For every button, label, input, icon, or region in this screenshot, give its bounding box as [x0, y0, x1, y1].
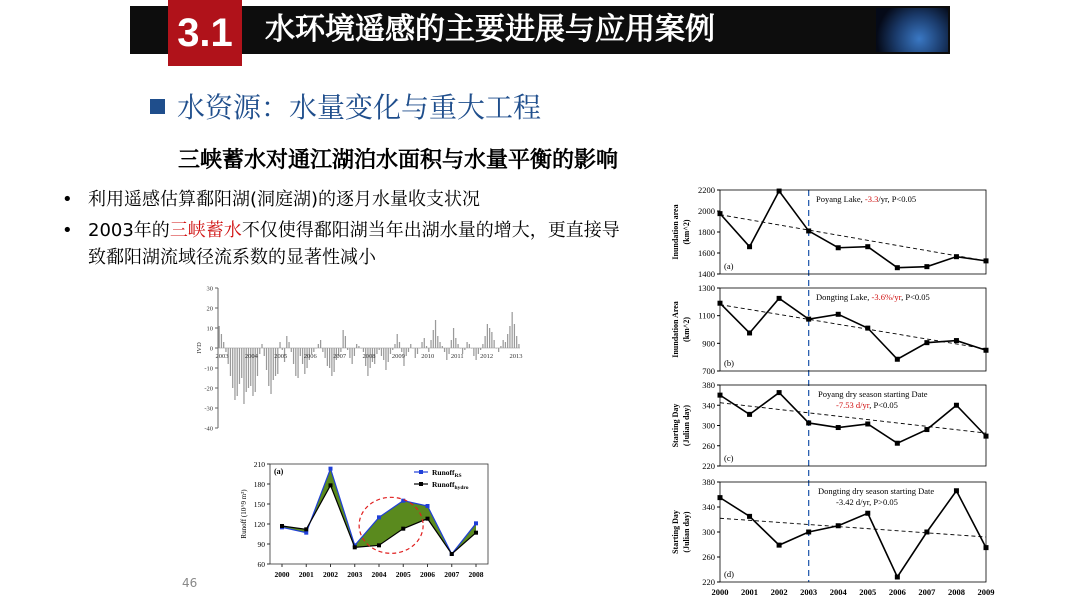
ivd-bar [324, 348, 325, 358]
x-tick-label: 2008 [947, 587, 965, 597]
ivd-bar [349, 348, 350, 358]
series-point [280, 524, 284, 528]
y-tick-label: 10 [206, 325, 213, 333]
ivd-bar [356, 344, 357, 348]
trend-line [720, 215, 986, 261]
panel-title: Poyang dry season starting Date [818, 389, 928, 399]
panel-title: Dongting Lake, -3.6%/yr, P<0.05 [816, 292, 930, 302]
ivd-bar [327, 348, 328, 366]
series-point [777, 390, 782, 395]
ivd-bar [494, 340, 495, 348]
ivd-bar [446, 348, 447, 360]
series-point [836, 312, 841, 317]
ivd-bar [498, 348, 499, 352]
series-point [474, 521, 478, 525]
panel-label: (a) [724, 261, 734, 271]
series-point [377, 515, 381, 519]
x-tick-label: 2005 [274, 353, 288, 360]
ivd-bar [401, 348, 402, 352]
ivd-bar [457, 344, 458, 348]
y-axis-label-unit: (km^2) [682, 219, 691, 245]
ivd-bar [282, 348, 283, 350]
x-tick-label: 2003 [800, 587, 818, 597]
y-tick-label: -20 [204, 385, 213, 393]
series-point [450, 552, 454, 556]
ivd-bar [268, 348, 269, 386]
y-tick-label: 2200 [698, 185, 715, 195]
planet-image [876, 8, 948, 52]
ivd-bar [424, 338, 425, 348]
ivd-bar [379, 348, 380, 350]
series-point [924, 264, 929, 269]
series-point [954, 488, 959, 493]
ivd-bar [340, 348, 341, 352]
y-axis-label: IVD [196, 342, 203, 354]
ivd-bar [487, 324, 488, 348]
y-tick-label: 2000 [698, 206, 715, 216]
series-point [806, 228, 811, 233]
y-axis-label-unit: (Julian day) [682, 511, 691, 553]
ivd-bar [491, 332, 492, 348]
y-tick-label: 90 [257, 540, 265, 549]
ivd-bar [419, 348, 420, 349]
ivd-bar [442, 346, 443, 348]
x-tick-label: 2000 [711, 587, 729, 597]
y-tick-label: 210 [253, 460, 265, 469]
ivd-bar [288, 342, 289, 348]
series-point [777, 296, 782, 301]
ivd-bar [466, 342, 467, 348]
ivd-bar [239, 348, 240, 384]
ivd-bar [388, 348, 389, 362]
x-tick-label: 2006 [303, 353, 317, 360]
series-point [954, 254, 959, 259]
y-tick-label: 1600 [698, 248, 715, 258]
ivd-bar [439, 342, 440, 348]
bullet-text-2-pre: 2003年的 [88, 220, 170, 241]
ivd-bar [385, 348, 386, 370]
y-tick-label: 340 [702, 400, 715, 411]
ivd-bar [469, 344, 470, 348]
lake-timeseries-charts [668, 182, 998, 602]
panel-label: (d) [724, 569, 734, 579]
ivd-bar [315, 348, 316, 349]
series-point [777, 543, 782, 548]
y-axis-label-unit: (Julian day) [682, 404, 691, 447]
series-point [353, 545, 357, 549]
ivd-bar [471, 348, 472, 349]
y-axis-label: Inundation Area [671, 301, 680, 358]
panel-subtitle: -3.42 d/yr, P>0.05 [836, 497, 898, 507]
ivd-bar [329, 348, 330, 368]
x-tick-label: 2003 [347, 570, 363, 579]
panel-subtitle: -7.53 d/yr, P<0.05 [836, 400, 898, 410]
series-point [984, 258, 989, 263]
ivd-bar [232, 348, 233, 388]
ivd-bar [460, 348, 461, 349]
ivd-bar [455, 338, 456, 348]
ivd-bar [473, 348, 474, 356]
ivd-bar [261, 344, 262, 348]
ivd-bar [225, 348, 226, 352]
ivd-bar [234, 348, 235, 400]
ivd-bar [313, 348, 314, 352]
series-point [304, 527, 308, 531]
ivd-bar [482, 344, 483, 348]
ivd-bar [322, 348, 323, 352]
series-point [984, 434, 989, 439]
x-tick-label: 2005 [859, 587, 877, 597]
ivd-bar [361, 348, 362, 349]
ivd-bar [421, 342, 422, 348]
x-tick-label: 2009 [977, 587, 995, 597]
y-tick-label: 30 [206, 285, 213, 293]
ivd-bar [345, 336, 346, 348]
ivd-bar [304, 348, 305, 374]
ivd-bar [219, 326, 220, 348]
series-point [865, 244, 870, 249]
series-point [401, 527, 405, 531]
y-tick-label: 380 [702, 477, 715, 487]
y-tick-label: 700 [702, 366, 715, 376]
ivd-bar [399, 342, 400, 348]
ivd-bar [397, 334, 398, 348]
series-point [836, 425, 841, 430]
panel-title: Dongting dry season starting Date [818, 486, 935, 496]
legend-marker [419, 470, 423, 474]
series-point [895, 575, 900, 580]
y-axis-label: Starting Day [671, 510, 680, 554]
ivd-bar [230, 348, 231, 376]
ivd-bar [264, 348, 265, 356]
page-number: 46 [182, 576, 198, 590]
series-point [806, 530, 811, 535]
y-axis-label: Starting Day [671, 403, 680, 448]
series-point [329, 467, 333, 471]
x-tick-label: 2013 [509, 353, 523, 360]
x-tick-label: 2003 [215, 353, 229, 360]
ivd-bar [500, 346, 501, 348]
series-point [924, 427, 929, 432]
ivd-bar [464, 348, 465, 350]
series-point [747, 514, 752, 519]
runoff-area-chart [236, 458, 496, 582]
ivd-bar [514, 324, 515, 348]
ivd-bar [270, 348, 271, 394]
square-bullet-icon [150, 99, 165, 114]
y-axis-label: Runoff (10^9 m³) [240, 489, 248, 539]
y-tick-label: 380 [702, 380, 715, 390]
series-point [924, 530, 929, 535]
series-point [806, 317, 811, 322]
series-point [401, 499, 405, 503]
ivd-bar [279, 342, 280, 348]
ivd-bar [417, 348, 418, 354]
x-tick-label: 2009 [391, 353, 405, 360]
y-tick-label: 900 [702, 338, 715, 349]
trend-line [720, 305, 986, 349]
ivd-bar [376, 348, 377, 354]
y-tick-label: 120 [253, 520, 265, 529]
ivd-bar [291, 348, 292, 352]
bullet-item [62, 186, 622, 213]
y-tick-label: 60 [257, 560, 265, 569]
series-point [836, 523, 841, 528]
ivd-bar [347, 348, 348, 350]
panel-label: (b) [724, 358, 734, 368]
ivd-bar [509, 326, 510, 348]
bullet-text-2-post: 不仅使得鄱阳湖当年出湖水量的增大，更直接导致鄱阳湖流域径流系数的显著性减小 [88, 220, 620, 268]
ivd-bar [221, 334, 222, 348]
series-point [747, 244, 752, 249]
ivd-bar [390, 348, 391, 354]
x-tick-label: 2004 [244, 353, 258, 360]
ivd-bar [237, 348, 238, 396]
ivd-bar [363, 348, 364, 352]
y-tick-label: 1400 [698, 269, 715, 279]
series-point [718, 495, 723, 500]
x-tick-label: 2008 [468, 570, 484, 579]
series-point [984, 545, 989, 550]
x-tick-label: 2012 [480, 353, 494, 360]
ivd-bar [358, 346, 359, 348]
x-tick-label: 2007 [444, 570, 460, 579]
series-point [806, 420, 811, 425]
ivd-bar [485, 336, 486, 348]
series-point [895, 357, 900, 362]
series-point [329, 483, 333, 487]
ivd-bar [503, 340, 504, 348]
ivd-bar [444, 348, 445, 352]
ivd-bar [453, 328, 454, 348]
ivd-bar [318, 344, 319, 348]
panel-label: (a) [274, 467, 284, 476]
ivd-bar [295, 348, 296, 376]
ivd-bar [392, 348, 393, 350]
x-tick-label: 2007 [918, 587, 936, 597]
x-tick-label: 2001 [741, 587, 759, 597]
ivd-bar [300, 348, 301, 356]
series-point [865, 326, 870, 331]
y-axis-label: Inundation area [671, 204, 680, 260]
bullet-list [62, 186, 622, 275]
ivd-bar [381, 348, 382, 356]
ivd-bar [320, 340, 321, 348]
y-tick-label: 340 [702, 502, 715, 512]
ivd-bar [352, 348, 353, 364]
series-point [718, 211, 723, 216]
x-tick-label: 2004 [829, 587, 847, 597]
y-tick-label: 1300 [698, 283, 715, 293]
series-point [377, 543, 381, 547]
main-title: 三峡蓄水对通江湖泊水面积与水量平衡的影响 [178, 148, 619, 173]
ivd-bar [354, 348, 355, 356]
y-tick-label: 1100 [698, 310, 715, 321]
series-point [747, 412, 752, 417]
y-tick-label: 220 [702, 577, 715, 587]
y-tick-label: 300 [702, 527, 715, 537]
ivd-bar [433, 330, 434, 348]
ivd-bar [451, 340, 452, 348]
ivd-bar [241, 348, 242, 378]
x-tick-label: 2011 [450, 353, 464, 360]
ivd-bar [448, 348, 449, 354]
ivd-bar [415, 348, 416, 358]
ivd-bar [518, 344, 519, 348]
ivd-bar [223, 342, 224, 348]
x-tick-label: 2006 [888, 587, 906, 597]
ivd-bar [412, 348, 413, 349]
legend-label: Runoff$_{hydro}$ [432, 480, 469, 491]
y-axis-label-unit: (km^2) [682, 316, 691, 343]
series-point [777, 189, 782, 194]
legend-marker [419, 482, 423, 486]
ivd-bar [293, 348, 294, 364]
ivd-bar [435, 320, 436, 348]
ivd-bar-chart [188, 282, 528, 434]
x-tick-label: 2007 [333, 353, 347, 360]
ivd-bar [505, 342, 506, 348]
ivd-bar [410, 344, 411, 348]
ivd-bar [430, 340, 431, 348]
ivd-bar [489, 328, 490, 348]
section-number: 3.1 [168, 0, 242, 66]
x-tick-label: 2008 [362, 353, 376, 360]
series-point [747, 330, 752, 335]
series-line [720, 298, 986, 359]
bullet-text-1: 利用遥感估算鄱阳湖(洞庭湖)的逐月水量收支状况 [88, 189, 481, 210]
series-point [718, 301, 723, 306]
series-point [474, 531, 478, 535]
ivd-bar [426, 346, 427, 348]
y-tick-label: 1800 [698, 227, 715, 237]
ivd-bar [343, 330, 344, 348]
subheading [150, 86, 541, 126]
y-tick-label: 300 [702, 420, 715, 431]
x-tick-label: 2005 [395, 570, 411, 579]
ivd-bar [394, 344, 395, 348]
ivd-bar [406, 348, 407, 356]
legend-label: Runoff$_{RS}$ [432, 468, 462, 479]
ivd-bar [428, 348, 429, 352]
y-tick-label: 260 [702, 552, 715, 562]
x-tick-label: 2004 [371, 570, 387, 579]
series-point [718, 393, 723, 398]
y-tick-label: 220 [702, 461, 715, 471]
series-point [954, 338, 959, 343]
ivd-bar [408, 348, 409, 352]
y-tick-label: -40 [204, 425, 213, 433]
series-point [895, 441, 900, 446]
series-point [924, 340, 929, 345]
series-point [865, 421, 870, 426]
series-point [895, 265, 900, 270]
bullet-highlight: 三峡蓄水 [169, 220, 242, 241]
x-tick-label: 2006 [420, 570, 435, 579]
ivd-bar [437, 336, 438, 348]
y-tick-label: 150 [253, 500, 265, 509]
series-point [426, 517, 430, 521]
ivd-bar [277, 348, 278, 374]
ivd-bar [286, 336, 287, 348]
y-tick-label: -30 [204, 405, 213, 413]
x-tick-label: 2000 [274, 570, 290, 579]
subheading-text: 水资源：水量变化与重大工程 [177, 91, 542, 124]
series-point [984, 348, 989, 353]
y-tick-label: 260 [702, 440, 715, 451]
ivd-bar [507, 334, 508, 348]
series-point [426, 504, 430, 508]
y-tick-label: 20 [206, 305, 213, 313]
ivd-bar [383, 348, 384, 360]
ivd-bar [512, 312, 513, 348]
y-tick-label: -10 [204, 365, 213, 373]
series-point [836, 245, 841, 250]
slide-title: 水环境遥感的主要进展与应用案例 [265, 12, 715, 47]
ivd-bar [480, 348, 481, 350]
y-tick-label: 180 [253, 480, 265, 489]
series-point [865, 511, 870, 516]
x-tick-label: 2002 [770, 587, 788, 597]
ivd-bar [334, 348, 335, 372]
ivd-bar [516, 336, 517, 348]
ivd-bar [478, 348, 479, 354]
bullet-item [62, 217, 622, 271]
ivd-bar [297, 348, 298, 378]
x-tick-label: 2002 [323, 570, 338, 579]
ivd-bar [259, 348, 260, 354]
ivd-bar [266, 348, 267, 370]
ivd-bar [496, 348, 497, 349]
x-tick-label: 2010 [421, 353, 435, 360]
y-tick-label: 0 [209, 345, 213, 353]
panel-title: Poyang Lake, -3.3/yr, P<0.05 [816, 194, 917, 204]
panel-label: (c) [724, 453, 734, 463]
ivd-bar [475, 348, 476, 360]
x-tick-label: 2001 [298, 570, 314, 579]
trend-line [720, 518, 986, 537]
series-point [954, 403, 959, 408]
